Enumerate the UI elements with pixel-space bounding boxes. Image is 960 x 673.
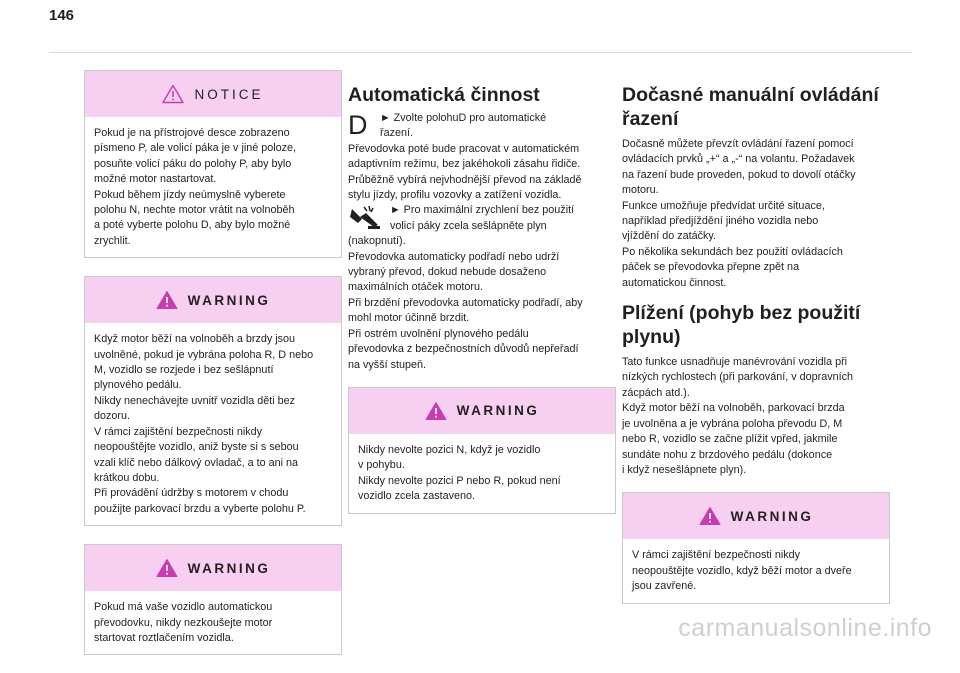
section-heading-automatic: Automatická činnost [348,84,540,106]
warning-box-push-start [84,544,342,655]
warning-text [349,434,615,513]
drive-position-letter: D [348,110,368,140]
text-line: Nikdy nevolte pozici N, když je vozidlo [358,443,541,456]
text-line: na řazení bude proveden, pokud to dovolí otáčky [622,168,856,181]
body-text [622,137,890,291]
instruction-text [390,203,574,234]
text-line: vozidlo zcela zastaveno. [358,490,476,503]
text-line: Převodovka poté bude pracovat v automatickém [348,142,580,155]
text-line: mohl motor účinně brzdit. [348,312,470,325]
text-line: Při brzdění převodovka automaticky podřadí, aby [348,296,583,309]
warning-triangle-icon [425,401,447,421]
section-heading-creep [622,301,890,349]
right-column [622,83,890,622]
text-line: použijte parkovací brzdu a vyberte polohu P. [94,502,306,515]
warning-triangle-icon [156,558,178,578]
text-line: uvolněné, pokud je vybrána poloha R, D nebo [94,348,314,361]
text-line: Když motor běží na volnoběh, parkovací brzda [622,402,845,415]
warning-box-header [623,493,889,539]
text-line: zácpách atd.). [622,386,690,399]
text-line: ► Zvolte polohuD pro automatické [380,112,547,124]
text-line: Pokud během jízdy neúmyslně vyberete [94,188,286,201]
text-line: (nakopnutí). [348,235,406,248]
warning-title: WARNING [187,292,271,308]
text-line: vjíždění do zatáčky. [622,230,717,243]
text-line: maximálních otáček motoru. [348,281,484,294]
notice-text [85,117,341,257]
text-line: ► Pro maximální zrychlení bez použití [390,204,575,217]
text-line: a poté vyberte polohu D, aby bylo možné [94,219,291,232]
middle-column [348,83,616,532]
text-line: na vyšší stupeň. [348,358,427,371]
text-line: nebo R, vozidlo se začne plížit vpřed, jakmile [622,433,838,446]
notice-box-header [85,71,341,117]
warning-title: WARNING [456,403,540,419]
text-line: vybraný převod, dokud nebude dosaženo [348,266,547,279]
notice-box [84,70,342,258]
text-line: v pohybu. [358,459,405,472]
warning-box-header [85,545,341,591]
text-line: stylu jízdy, profilu vozovky a zatížení vozidla. [348,189,562,202]
text-line: volicí páky zcela sešlápněte plyn [390,219,547,232]
text-line: sundáte nohu z brzdového pedálu (dokonce [622,448,833,461]
body-text [348,142,616,204]
warning-triangle-icon [699,506,721,526]
text-line: neopouštějte vozidlo, aniž byste si s sebou [94,441,299,454]
warning-title: WARNING [730,508,814,524]
text-line: nízkých rychlostech (při parkování, v dopravních [622,371,854,384]
text-line: Pokud je na přístrojové desce zobrazeno [94,127,290,139]
warning-title: WARNING [187,560,271,576]
header-divider [49,52,912,53]
text-line: ovládacích prvků „+“ a „-“ na volantu. Požadavek [622,153,855,166]
text-line: Při ostrém uvolnění plynového pedálu [348,327,529,340]
kickdown-pedal-icon [348,205,382,231]
text-line: Při provádění údržby s motorem v chodu [94,487,289,500]
text-line: jsou zavřené. [632,580,697,593]
watermark: carmanualsonline.info [678,614,932,642]
text-line: vzali klíč nebo dálkový ovladač, a to ani na [94,456,299,469]
warning-box-header [349,388,615,434]
page-number: 146 [49,7,75,24]
text-line: převodovku, nikdy nezkoušejte motor [94,616,273,629]
heading-line: Plížení (pohyb bez použití [622,302,861,325]
text-line: možné motor nastartovat. [94,173,217,186]
text-line: dozoru. [94,410,131,423]
text-line: Pokud má vaše vozidlo automatickou [94,601,273,614]
left-column [84,70,342,673]
text-line: například předjíždění jiného vozidla nebo [622,215,819,228]
text-line: M, vozidlo se rozjede i bez sešlápnutí [94,364,274,377]
heading-line: řazení [622,108,679,130]
kickdown-instruction [348,203,616,234]
text-line: Nikdy nevolte pozici P nebo R, pokud není [358,474,561,487]
warning-box-engine [84,276,342,526]
warning-box-positions [348,387,616,514]
text-line: V rámci zajištění bezpečnosti nikdy [632,549,801,562]
instruction-text [380,111,546,142]
text-line: Funkce umožňuje předvídat určité situace, [622,199,825,212]
text-line: plynového pedálu. [94,379,182,392]
body-text [348,234,616,373]
warning-text [623,539,889,602]
text-line: adaptivním režimu, bez jakéhokoli zásahu řidiče. [348,158,581,171]
text-line: motoru. [622,184,659,197]
body-text [622,355,890,478]
text-line: písmeno P, ale volicí páka je v jiné poloze, [94,142,297,155]
text-line: převodovka z bezpečnostních důvodů nepřeřadí [348,343,579,356]
text-line: polohu N, nechte motor vrátit na volnoběh [94,204,295,217]
warning-text [85,323,341,525]
text-line: Nikdy nenechávejte uvnitř vozidla děti bez [94,394,296,407]
warning-triangle-icon [156,290,178,310]
text-line: Průběžně vybírá nejvhodnější převod na základě [348,173,582,186]
drive-position-instruction [348,111,616,142]
text-line: páček se převodovka přepne zpět na [622,261,800,274]
warning-triangle-icon [162,84,184,104]
text-line: startovat roztlačením vozidla. [94,631,234,644]
text-line: V rámci zajištění bezpečnosti nikdy [94,425,263,438]
text-line: Tato funkce usnadňuje manévrování vozidla při [622,356,848,369]
notice-title: NOTICE [194,86,264,102]
heading-line: plynu) [622,326,681,349]
text-line: posuňte volicí páku do polohy P, aby bylo [94,157,292,170]
text-line: Převodovka automaticky podřadí nebo udrží [348,250,560,263]
text-line: Když motor běží na volnoběh a brzdy jsou [94,333,296,346]
warning-box-header [85,277,341,323]
warning-text [85,591,341,654]
text-line: Dočasně můžete převzít ovládání řazení pomocí [622,138,854,150]
text-line: Po několika sekundách bez použití ovládacích [622,245,843,258]
text-line: krátkou dobu. [94,471,160,484]
text-line: automatickou činnost. [622,276,727,289]
heading-line: Dočasné manuální ovládání [622,84,879,106]
section-heading-manual [622,83,890,131]
text-line: neopouštějte vozidlo, když běží motor a dveře [632,564,852,577]
text-line: je uvolněna a je vybrána poloha převodu D, M [622,417,843,430]
text-line: i když nesešlápnete plyn). [622,463,747,476]
warning-box-leave-vehicle [622,492,890,603]
text-line: zrychlit. [94,234,131,247]
text-line: řazení. [380,127,414,140]
